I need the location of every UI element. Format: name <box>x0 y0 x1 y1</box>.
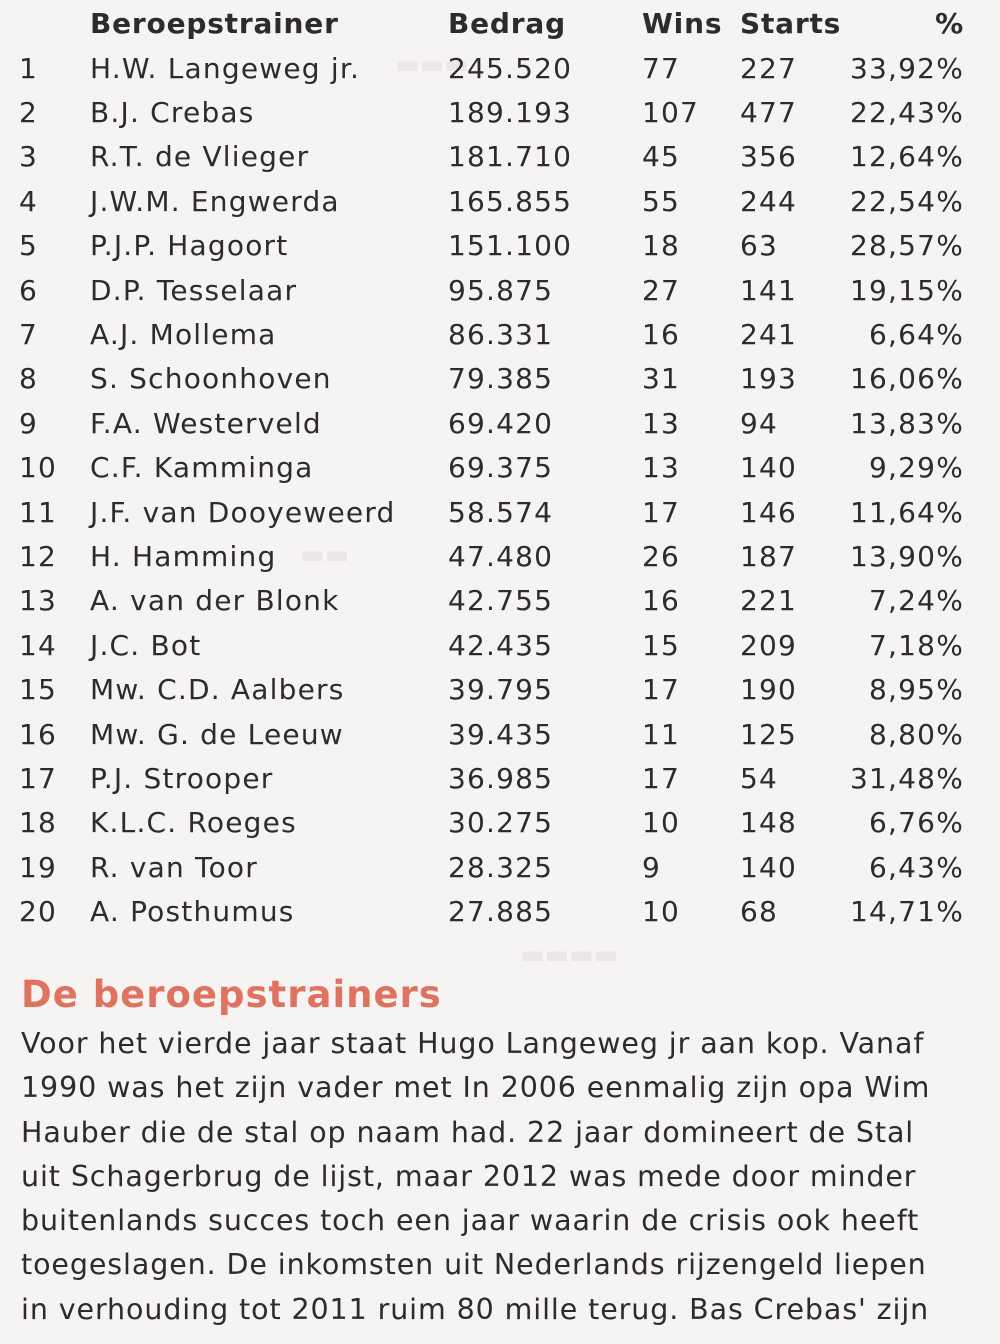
percent-cell: 14,71% <box>850 895 964 929</box>
percent-cell: 6,64% <box>869 318 964 352</box>
rank-cell: 2 <box>19 96 39 130</box>
percent-cell: 22,54% <box>850 184 964 218</box>
amount-cell: 79.385 <box>448 362 554 396</box>
trainer-name-cell: A. Posthumus <box>90 895 295 929</box>
table-body <box>14 46 964 934</box>
wins-cell: 13 <box>642 406 681 440</box>
rank-cell: 14 <box>19 628 58 662</box>
percent-cell: 8,95% <box>869 673 964 707</box>
starts-cell: 125 <box>740 717 798 751</box>
wins-cell: 77 <box>642 51 681 85</box>
rank-cell: 16 <box>19 717 58 751</box>
starts-cell: 68 <box>740 895 779 929</box>
article-line: Hauber die de stal op naam had. 22 jaar domineert de Stal <box>21 1115 915 1149</box>
starts-cell: 209 <box>740 628 798 662</box>
starts-cell: 140 <box>740 850 798 884</box>
starts-cell: 63 <box>740 229 779 263</box>
amount-cell: 95.875 <box>448 273 554 307</box>
trainer-name-cell: P.J. Strooper <box>90 761 274 795</box>
percent-cell: 13,83% <box>850 406 964 440</box>
trainer-name-cell: D.P. Tesselaar <box>90 273 298 307</box>
percent-column-header: % <box>935 6 964 40</box>
wins-cell: 26 <box>642 539 681 573</box>
percent-cell: 19,15% <box>850 273 964 307</box>
trainer-name-cell: R.T. de Vlieger <box>90 140 310 174</box>
rank-cell: 11 <box>19 495 58 529</box>
section-heading: De beroepstrainers <box>21 973 442 1016</box>
percent-cell: 9,29% <box>869 451 964 485</box>
rank-cell: 9 <box>19 406 39 440</box>
table-row <box>14 135 964 179</box>
table-row <box>14 579 964 623</box>
starts-cell: 54 <box>740 761 779 795</box>
article-line: Voor het vierde jaar staat Hugo Langeweg jr aan kop. Vanaf <box>21 1027 925 1060</box>
rank-cell: 15 <box>19 673 58 707</box>
percent-cell: 8,80% <box>869 717 964 751</box>
rank-cell: 1 <box>19 51 39 85</box>
amount-cell: 30.275 <box>448 806 554 840</box>
amount-cell: 28.325 <box>448 850 554 884</box>
bleed-through-texture: ▬▬▬ ▬▬ ▬▬▬▬ <box>300 50 619 970</box>
trainer-name-cell: B.J. Crebas <box>90 96 255 130</box>
wins-cell: 45 <box>642 140 681 174</box>
amount-column-header: Bedrag <box>448 6 566 40</box>
trainer-name-cell: F.A. Westerveld <box>90 406 322 440</box>
rank-cell: 7 <box>19 318 39 352</box>
rank-cell: 17 <box>19 761 58 795</box>
percent-cell: 13,90% <box>850 539 964 573</box>
table-row <box>14 446 964 490</box>
rank-cell: 6 <box>19 273 39 307</box>
trainer-name-cell: J.W.M. Engwerda <box>90 184 340 218</box>
starts-cell: 190 <box>740 673 798 707</box>
starts-cell: 221 <box>740 584 798 618</box>
trainer-name-cell: A. van der Blonk <box>90 584 340 618</box>
trainer-name-cell: H.W. Langeweg jr. <box>90 51 361 85</box>
table-row <box>14 623 964 667</box>
rank-cell: 18 <box>19 806 58 840</box>
rank-cell: 8 <box>19 362 39 396</box>
table-row <box>14 224 964 268</box>
wins-cell: 55 <box>642 184 681 218</box>
rank-cell: 20 <box>19 895 58 929</box>
amount-cell: 151.100 <box>448 229 573 263</box>
rank-column-header <box>14 0 90 46</box>
table-header-row <box>14 0 964 46</box>
percent-cell: 28,57% <box>850 229 964 263</box>
percent-cell: 6,76% <box>869 806 964 840</box>
table-row <box>14 534 964 578</box>
wins-cell: 11 <box>642 717 681 751</box>
starts-column-header: Starts <box>740 6 842 40</box>
trainer-name-cell: K.L.C. Roeges <box>90 806 297 840</box>
article-line: uit Schagerbrug de lijst, maar 2012 was mede door minder <box>21 1159 917 1193</box>
table-row <box>14 357 964 401</box>
article-line: toegeslagen. De inkomsten uit Nederlands rijzengeld liepen <box>21 1248 927 1282</box>
wins-cell: 9 <box>642 850 662 884</box>
trainer-ranking-table <box>14 0 964 934</box>
table-row <box>14 801 964 845</box>
amount-cell: 47.480 <box>448 539 554 573</box>
wins-cell: 10 <box>642 806 681 840</box>
percent-cell: 7,24% <box>869 584 964 618</box>
amount-cell: 69.420 <box>448 406 554 440</box>
percent-cell: 6,43% <box>869 850 964 884</box>
amount-cell: 69.375 <box>448 451 554 485</box>
table-row <box>14 756 964 800</box>
amount-cell: 86.331 <box>448 318 554 352</box>
article-line: buitenlands succes toch een jaar waarin de crisis ook heeft <box>21 1204 920 1238</box>
article-line: in verhouding tot 2011 ruim 80 mille terug. Bas Crebas' zijn <box>21 1292 930 1326</box>
table-row <box>14 490 964 534</box>
amount-cell: 36.985 <box>448 761 554 795</box>
rank-cell: 12 <box>19 539 58 573</box>
percent-cell: 11,64% <box>850 495 964 529</box>
starts-cell: 244 <box>740 184 798 218</box>
trainer-name-cell: J.C. Bot <box>90 628 202 662</box>
wins-cell: 17 <box>642 673 681 707</box>
table-row <box>14 667 964 711</box>
wins-cell: 17 <box>642 495 681 529</box>
trainer-name-cell: P.J.P. Hagoort <box>90 229 289 263</box>
rank-cell: 3 <box>19 140 39 174</box>
trainer-name-cell: A.J. Mollema <box>90 318 277 352</box>
starts-cell: 193 <box>740 362 798 396</box>
amount-cell: 39.795 <box>448 673 554 707</box>
starts-cell: 146 <box>740 495 798 529</box>
trainer-name-cell: R. van Toor <box>90 850 258 884</box>
starts-cell: 477 <box>740 96 798 130</box>
table-row <box>14 845 964 889</box>
table-row <box>14 401 964 445</box>
wins-cell: 18 <box>642 229 681 263</box>
amount-cell: 58.574 <box>448 495 554 529</box>
amount-cell: 245.520 <box>448 51 573 85</box>
article-paragraph <box>21 1022 996 1332</box>
percent-cell: 16,06% <box>850 362 964 396</box>
starts-cell: 94 <box>740 406 779 440</box>
trainer-name-cell: S. Schoonhoven <box>90 362 332 396</box>
trainer-name-cell: H. Hamming <box>90 539 277 573</box>
trainer-name-cell: J.F. van Dooyeweerd <box>90 495 396 529</box>
starts-cell: 227 <box>740 51 798 85</box>
wins-cell: 17 <box>642 761 681 795</box>
trainer-name-cell: C.F. Kamminga <box>90 451 314 485</box>
starts-cell: 140 <box>740 451 798 485</box>
starts-cell: 356 <box>740 140 798 174</box>
amount-cell: 189.193 <box>448 96 573 130</box>
amount-cell: 42.755 <box>448 584 554 618</box>
starts-cell: 141 <box>740 273 798 307</box>
percent-cell: 22,43% <box>850 96 964 130</box>
amount-cell: 39.435 <box>448 717 554 751</box>
table-row <box>14 90 964 134</box>
table-row <box>14 268 964 312</box>
trainer-column-header: Beroepstrainer <box>90 6 339 40</box>
table-row <box>14 312 964 356</box>
amount-cell: 27.885 <box>448 895 554 929</box>
trainer-name-cell: Mw. C.D. Aalbers <box>90 673 345 707</box>
amount-cell: 165.855 <box>448 184 573 218</box>
rank-cell: 5 <box>19 229 39 263</box>
amount-cell: 181.710 <box>448 140 573 174</box>
starts-cell: 148 <box>740 806 798 840</box>
rank-cell: 4 <box>19 184 39 218</box>
percent-cell: 7,18% <box>869 628 964 662</box>
table-row <box>14 46 964 90</box>
wins-cell: 31 <box>642 362 681 396</box>
trainer-name-cell: Mw. G. de Leeuw <box>90 717 344 751</box>
percent-cell: 12,64% <box>850 140 964 174</box>
table-row <box>14 712 964 756</box>
wins-cell: 16 <box>642 584 681 618</box>
rank-cell: 10 <box>19 451 58 485</box>
wins-cell: 13 <box>642 451 681 485</box>
percent-cell: 33,92% <box>850 51 964 85</box>
rank-cell: 13 <box>19 584 58 618</box>
wins-column-header: Wins <box>642 6 723 40</box>
wins-cell: 15 <box>642 628 681 662</box>
table-row <box>14 889 964 933</box>
table-row <box>14 179 964 223</box>
rank-cell: 19 <box>19 850 58 884</box>
article-line: 1990 was het zijn vader met In 2006 eenmalig zijn opa Wim <box>21 1071 931 1105</box>
starts-cell: 241 <box>740 318 798 352</box>
amount-cell: 42.435 <box>448 628 554 662</box>
wins-cell: 16 <box>642 318 681 352</box>
percent-cell: 31,48% <box>850 761 964 795</box>
wins-cell: 27 <box>642 273 681 307</box>
starts-cell: 187 <box>740 539 798 573</box>
wins-cell: 107 <box>642 96 700 130</box>
wins-cell: 10 <box>642 895 681 929</box>
